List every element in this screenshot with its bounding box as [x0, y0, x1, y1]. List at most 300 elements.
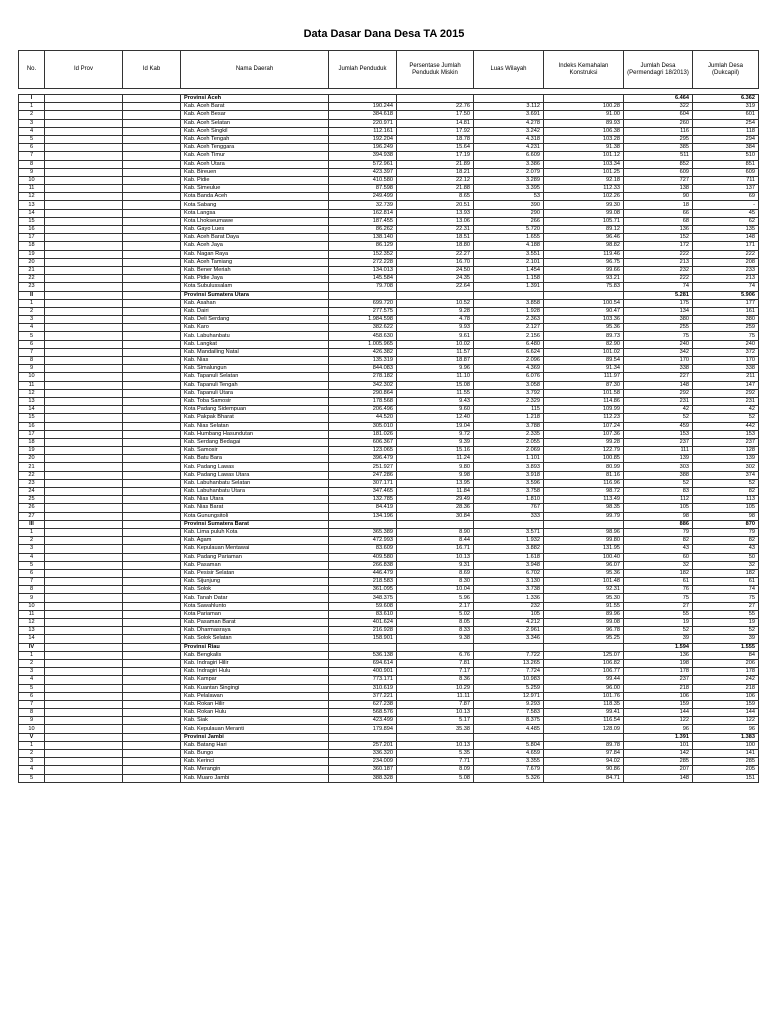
cell-jumlah-desa-permendagri: 511 [624, 152, 693, 160]
cell-persentase-miskin: 8.30 [397, 578, 474, 586]
cell-jumlah-penduduk: 44.520 [329, 414, 397, 422]
cell-persentase-miskin: 10.02 [397, 340, 474, 348]
table-row [19, 578, 759, 586]
cell-luas-wilayah: 3.792 [474, 389, 544, 397]
cell-no: 25 [19, 496, 45, 504]
cell-persentase-miskin: 13.93 [397, 209, 474, 217]
cell-no: 5 [19, 684, 45, 692]
cell-indeks-kemahalan: 89.78 [544, 741, 624, 749]
cell-luas-wilayah: 3.788 [474, 422, 544, 430]
cell-indeks-kemahalan: 101.76 [544, 692, 624, 700]
cell-persentase-miskin: 19.04 [397, 422, 474, 430]
cell-no: 10 [19, 602, 45, 610]
cell-nama-daerah: Kota Subulussalam [181, 283, 329, 291]
cell-luas-wilayah: 6.702 [474, 569, 544, 577]
cell-persentase-miskin: 9.98 [397, 471, 474, 479]
cell-jumlah-penduduk [329, 291, 397, 299]
table-row [19, 455, 759, 463]
cell-luas-wilayah: 3.346 [474, 635, 544, 643]
cell-indeks-kemahalan: 96.78 [544, 627, 624, 635]
cell-no: 14 [19, 406, 45, 414]
cell-indeks-kemahalan: 95.25 [544, 635, 624, 643]
cell-luas-wilayah: 2.363 [474, 316, 544, 324]
cell-jumlah-desa-permendagri: 42 [624, 406, 693, 414]
col-header-indeks-kemahalan: Indeks Kemahalan Konstruksi [544, 51, 624, 89]
cell-id-kab [123, 250, 181, 258]
cell-luas-wilayah: 8.375 [474, 717, 544, 725]
cell-jumlah-desa-permendagri: 295 [624, 135, 693, 143]
cell-no: 20 [19, 455, 45, 463]
cell-no: 9 [19, 594, 45, 602]
cell-indeks-kemahalan: 87.30 [544, 381, 624, 389]
cell-id-kab [123, 95, 181, 103]
cell-id-prov [45, 717, 123, 725]
cell-nama-daerah: Kab. Pakpak Bharat [181, 414, 329, 422]
cell-indeks-kemahalan: 98.35 [544, 504, 624, 512]
cell-id-prov [45, 324, 123, 332]
table-row [19, 193, 759, 201]
cell-indeks-kemahalan: 101.58 [544, 389, 624, 397]
cell-no: 19 [19, 250, 45, 258]
cell-persentase-miskin: 9.93 [397, 324, 474, 332]
cell-id-kab [123, 545, 181, 553]
table-row [19, 758, 759, 766]
cell-id-kab [123, 234, 181, 242]
cell-id-prov [45, 774, 123, 782]
cell-no: V [19, 733, 45, 741]
cell-persentase-miskin: 8.33 [397, 627, 474, 635]
cell-jumlah-penduduk: 134.013 [329, 266, 397, 274]
cell-jumlah-desa-dukcapil: 374 [693, 471, 759, 479]
cell-nama-daerah: Kab. Pasaman [181, 561, 329, 569]
cell-jumlah-desa-permendagri: 52 [624, 479, 693, 487]
cell-jumlah-desa-permendagri: 222 [624, 275, 693, 283]
cell-luas-wilayah: 2.101 [474, 258, 544, 266]
col-header-nama-daerah: Nama Daerah [181, 51, 329, 89]
cell-id-kab [123, 414, 181, 422]
table-row [19, 176, 759, 184]
table-row [19, 553, 759, 561]
cell-jumlah-penduduk: 135.319 [329, 357, 397, 365]
cell-persentase-miskin: 14.81 [397, 119, 474, 127]
cell-indeks-kemahalan: 103.36 [544, 316, 624, 324]
cell-jumlah-desa-dukcapil: 211 [693, 373, 759, 381]
cell-jumlah-desa-dukcapil: 233 [693, 266, 759, 274]
cell-no: 1 [19, 103, 45, 111]
cell-persentase-miskin: 8.09 [397, 766, 474, 774]
cell-jumlah-desa-dukcapil: 52 [693, 479, 759, 487]
cell-nama-daerah: Provinsi Sumatera Utara [181, 291, 329, 299]
cell-jumlah-desa-permendagri: 106 [624, 692, 693, 700]
cell-id-prov [45, 635, 123, 643]
cell-id-kab [123, 668, 181, 676]
cell-luas-wilayah: 2.079 [474, 168, 544, 176]
cell-jumlah-desa-permendagri: 122 [624, 717, 693, 725]
cell-id-kab [123, 135, 181, 143]
cell-jumlah-penduduk: 196.249 [329, 144, 397, 152]
cell-jumlah-penduduk: 272.228 [329, 258, 397, 266]
cell-nama-daerah: Kab. Kerinci [181, 758, 329, 766]
cell-luas-wilayah: 3.738 [474, 586, 544, 594]
cell-no: 3 [19, 545, 45, 553]
cell-no: 3 [19, 316, 45, 324]
cell-id-kab [123, 766, 181, 774]
cell-jumlah-desa-permendagri: 292 [624, 389, 693, 397]
cell-persentase-miskin: 7.87 [397, 700, 474, 708]
cell-jumlah-penduduk: 234.009 [329, 758, 397, 766]
cell-id-prov [45, 684, 123, 692]
cell-indeks-kemahalan: 96.07 [544, 561, 624, 569]
cell-id-prov [45, 422, 123, 430]
cell-id-prov [45, 438, 123, 446]
cell-id-prov [45, 119, 123, 127]
cell-jumlah-desa-permendagri: 148 [624, 774, 693, 782]
cell-persentase-miskin: 18.87 [397, 357, 474, 365]
table-row [19, 545, 759, 553]
cell-jumlah-desa-dukcapil: 118 [693, 127, 759, 135]
cell-luas-wilayah: 2.055 [474, 438, 544, 446]
cell-persentase-miskin: 13.06 [397, 217, 474, 225]
cell-id-kab [123, 496, 181, 504]
cell-jumlah-desa-dukcapil: 711 [693, 176, 759, 184]
cell-indeks-kemahalan: 91.38 [544, 144, 624, 152]
cell-nama-daerah: Kota Banda Aceh [181, 193, 329, 201]
cell-persentase-miskin: 12.40 [397, 414, 474, 422]
cell-id-kab [123, 373, 181, 381]
cell-id-kab [123, 381, 181, 389]
cell-jumlah-desa-permendagri: 148 [624, 381, 693, 389]
table-row [19, 283, 759, 291]
cell-jumlah-desa-dukcapil: 135 [693, 226, 759, 234]
cell-jumlah-desa-dukcapil: 27 [693, 602, 759, 610]
cell-jumlah-desa-dukcapil: 32 [693, 561, 759, 569]
cell-jumlah-penduduk: 336.320 [329, 750, 397, 758]
cell-nama-daerah: Kab. Solok [181, 586, 329, 594]
table-row [19, 209, 759, 217]
table-row [19, 127, 759, 135]
cell-nama-daerah: Kab. Pelalawan [181, 692, 329, 700]
cell-jumlah-penduduk: 307.171 [329, 479, 397, 487]
cell-jumlah-desa-permendagri: 852 [624, 160, 693, 168]
cell-persentase-miskin: 29.49 [397, 496, 474, 504]
cell-luas-wilayah: 1.101 [474, 455, 544, 463]
table-row [19, 676, 759, 684]
cell-jumlah-penduduk: 446.479 [329, 569, 397, 577]
cell-jumlah-penduduk: 84.419 [329, 504, 397, 512]
table-body [19, 95, 759, 783]
cell-indeks-kemahalan: 118.35 [544, 700, 624, 708]
cell-jumlah-penduduk: 138.140 [329, 234, 397, 242]
cell-persentase-miskin: 8.90 [397, 528, 474, 536]
cell-no: 3 [19, 668, 45, 676]
cell-jumlah-penduduk: 257.201 [329, 741, 397, 749]
cell-jumlah-penduduk: 181.026 [329, 430, 397, 438]
cell-persentase-miskin: 15.64 [397, 144, 474, 152]
cell-indeks-kemahalan: 101.02 [544, 348, 624, 356]
cell-id-prov [45, 389, 123, 397]
cell-nama-daerah: Kab. Asahan [181, 299, 329, 307]
cell-jumlah-desa-permendagri: 105 [624, 504, 693, 512]
cell-nama-daerah: Kab. Solok Selatan [181, 635, 329, 643]
cell-id-prov [45, 135, 123, 143]
cell-persentase-miskin: 9.96 [397, 365, 474, 373]
table-row [19, 397, 759, 405]
cell-id-kab [123, 455, 181, 463]
table-row [19, 594, 759, 602]
cell-indeks-kemahalan: 97.84 [544, 750, 624, 758]
cell-no: 22 [19, 471, 45, 479]
cell-persentase-miskin: 11.55 [397, 389, 474, 397]
cell-luas-wilayah: 6.624 [474, 348, 544, 356]
cell-id-prov [45, 258, 123, 266]
table-row [19, 340, 759, 348]
cell-jumlah-desa-permendagri: 76 [624, 586, 693, 594]
cell-indeks-kemahalan [544, 733, 624, 741]
cell-persentase-miskin: 22.31 [397, 226, 474, 234]
table-row [19, 348, 759, 356]
cell-nama-daerah: Kab. Samosir [181, 447, 329, 455]
cell-luas-wilayah: 4.188 [474, 242, 544, 250]
cell-nama-daerah: Kab. Aceh Tamiang [181, 258, 329, 266]
cell-persentase-miskin: 30.84 [397, 512, 474, 520]
cell-persentase-miskin: 9.80 [397, 463, 474, 471]
cell-nama-daerah: Kab. Pidie Jaya [181, 275, 329, 283]
cell-jumlah-penduduk: 347.465 [329, 488, 397, 496]
table-row [19, 316, 759, 324]
cell-no: 11 [19, 381, 45, 389]
cell-id-kab [123, 479, 181, 487]
cell-persentase-miskin: 21.89 [397, 160, 474, 168]
cell-jumlah-desa-dukcapil: 208 [693, 258, 759, 266]
cell-luas-wilayah: 232 [474, 602, 544, 610]
cell-nama-daerah: Kab. Toba Samosir [181, 397, 329, 405]
cell-id-prov [45, 520, 123, 528]
cell-luas-wilayah [474, 95, 544, 103]
cell-jumlah-penduduk: 627.238 [329, 700, 397, 708]
cell-no: 6 [19, 340, 45, 348]
cell-jumlah-penduduk: 247.286 [329, 471, 397, 479]
cell-indeks-kemahalan: 116.54 [544, 717, 624, 725]
cell-persentase-miskin: 11.84 [397, 488, 474, 496]
cell-jumlah-penduduk: 251.927 [329, 463, 397, 471]
cell-persentase-miskin: 9.60 [397, 406, 474, 414]
cell-luas-wilayah: 6.076 [474, 373, 544, 381]
cell-luas-wilayah: 6.480 [474, 340, 544, 348]
cell-persentase-miskin: 11.24 [397, 455, 474, 463]
cell-jumlah-desa-permendagri: 52 [624, 414, 693, 422]
cell-nama-daerah: Kab. Tapanuli Selatan [181, 373, 329, 381]
cell-indeks-kemahalan: 82.90 [544, 340, 624, 348]
cell-luas-wilayah: 3.858 [474, 299, 544, 307]
cell-luas-wilayah: 7.679 [474, 766, 544, 774]
cell-id-prov [45, 741, 123, 749]
cell-indeks-kemahalan: 98.82 [544, 242, 624, 250]
cell-no: 2 [19, 659, 45, 667]
cell-jumlah-penduduk: 132.785 [329, 496, 397, 504]
cell-indeks-kemahalan [544, 291, 624, 299]
cell-jumlah-desa-dukcapil: 122 [693, 717, 759, 725]
cell-id-prov [45, 643, 123, 651]
cell-no: 13 [19, 627, 45, 635]
cell-no: I [19, 95, 45, 103]
cell-jumlah-desa-permendagri: 5.281 [624, 291, 693, 299]
cell-indeks-kemahalan: 106.82 [544, 659, 624, 667]
cell-nama-daerah: Kab. Rokan Hulu [181, 709, 329, 717]
cell-persentase-miskin: 9.72 [397, 430, 474, 438]
cell-id-kab [123, 471, 181, 479]
cell-id-kab [123, 512, 181, 520]
cell-id-prov [45, 479, 123, 487]
cell-indeks-kemahalan: 103.34 [544, 160, 624, 168]
table-row [19, 717, 759, 725]
table-row [19, 438, 759, 446]
cell-no: 4 [19, 127, 45, 135]
table-row [19, 144, 759, 152]
cell-nama-daerah: Kab. Pesisir Selatan [181, 569, 329, 577]
cell-nama-daerah: Kab. Tapanuli Utara [181, 389, 329, 397]
cell-nama-daerah: Kab. Padang Pariaman [181, 553, 329, 561]
cell-no: 13 [19, 201, 45, 209]
cell-id-kab [123, 324, 181, 332]
cell-persentase-miskin: 8.44 [397, 537, 474, 545]
cell-indeks-kemahalan: 101.25 [544, 168, 624, 176]
cell-indeks-kemahalan: 89.12 [544, 226, 624, 234]
cell-indeks-kemahalan: 89.93 [544, 119, 624, 127]
cell-indeks-kemahalan [544, 643, 624, 651]
cell-no: 4 [19, 324, 45, 332]
cell-no: 26 [19, 504, 45, 512]
cell-nama-daerah: Kab. Karo [181, 324, 329, 332]
cell-jumlah-desa-dukcapil: 159 [693, 700, 759, 708]
cell-luas-wilayah: 4.369 [474, 365, 544, 373]
cell-id-kab [123, 700, 181, 708]
cell-id-prov [45, 152, 123, 160]
cell-indeks-kemahalan: 81.16 [544, 471, 624, 479]
cell-jumlah-penduduk: 290.864 [329, 389, 397, 397]
cell-persentase-miskin: 24.50 [397, 266, 474, 274]
cell-nama-daerah: Kab. Nias Selatan [181, 422, 329, 430]
cell-jumlah-penduduk: 400.901 [329, 668, 397, 676]
cell-indeks-kemahalan: 90.86 [544, 766, 624, 774]
cell-jumlah-desa-dukcapil: 384 [693, 144, 759, 152]
table-row [19, 766, 759, 774]
cell-luas-wilayah: 1.454 [474, 266, 544, 274]
cell-id-kab [123, 504, 181, 512]
cell-nama-daerah: Kab. Simeulue [181, 185, 329, 193]
cell-jumlah-desa-dukcapil: 82 [693, 537, 759, 545]
cell-id-kab [123, 275, 181, 283]
cell-luas-wilayah: 2.329 [474, 397, 544, 405]
cell-indeks-kemahalan: 75.83 [544, 283, 624, 291]
cell-persentase-miskin: 20.51 [397, 201, 474, 209]
cell-id-prov [45, 700, 123, 708]
table-row [19, 700, 759, 708]
cell-jumlah-desa-dukcapil: 62 [693, 217, 759, 225]
table-row [19, 201, 759, 209]
cell-jumlah-desa-permendagri: 232 [624, 266, 693, 274]
cell-jumlah-desa-dukcapil: 75 [693, 332, 759, 340]
cell-no: 1 [19, 741, 45, 749]
cell-jumlah-desa-permendagri: 90 [624, 193, 693, 201]
cell-id-kab [123, 111, 181, 119]
cell-id-prov [45, 348, 123, 356]
cell-no: 16 [19, 422, 45, 430]
table-row [19, 512, 759, 520]
cell-luas-wilayah: 390 [474, 201, 544, 209]
cell-nama-daerah: Kota Langsa [181, 209, 329, 217]
cell-nama-daerah: Kab. Aceh Tenggara [181, 144, 329, 152]
table-row [19, 111, 759, 119]
cell-indeks-kemahalan: 99.80 [544, 537, 624, 545]
cell-no: 6 [19, 144, 45, 152]
cell-jumlah-desa-permendagri: 237 [624, 438, 693, 446]
cell-nama-daerah: Kab. Labuhanbatu Utara [181, 488, 329, 496]
cell-jumlah-desa-dukcapil: 240 [693, 340, 759, 348]
cell-no: 4 [19, 766, 45, 774]
cell-jumlah-desa-permendagri: 96 [624, 725, 693, 733]
cell-persentase-miskin: 11.10 [397, 373, 474, 381]
cell-jumlah-penduduk: 472.993 [329, 537, 397, 545]
cell-no: III [19, 520, 45, 528]
cell-nama-daerah: Provinsi Aceh [181, 95, 329, 103]
cell-jumlah-desa-permendagri: 68 [624, 217, 693, 225]
cell-no: 12 [19, 389, 45, 397]
cell-id-prov [45, 569, 123, 577]
cell-luas-wilayah: 4.659 [474, 750, 544, 758]
cell-indeks-kemahalan: 93.21 [544, 275, 624, 283]
table-row [19, 226, 759, 234]
table-row [19, 651, 759, 659]
cell-jumlah-desa-permendagri: 139 [624, 455, 693, 463]
cell-jumlah-desa-dukcapil: 96 [693, 725, 759, 733]
table-row [19, 602, 759, 610]
cell-id-kab [123, 340, 181, 348]
table-row [19, 135, 759, 143]
cell-persentase-miskin: 13.95 [397, 479, 474, 487]
cell-id-kab [123, 103, 181, 111]
cell-jumlah-penduduk: 773.171 [329, 676, 397, 684]
cell-jumlah-desa-permendagri: 60 [624, 553, 693, 561]
cell-id-prov [45, 103, 123, 111]
cell-jumlah-desa-dukcapil: 19 [693, 619, 759, 627]
cell-nama-daerah: Kab. Pidie [181, 176, 329, 184]
cell-persentase-miskin: 5.02 [397, 610, 474, 618]
table-row [19, 659, 759, 667]
cell-persentase-miskin: 22.12 [397, 176, 474, 184]
cell-luas-wilayah: 3.355 [474, 758, 544, 766]
cell-nama-daerah: Kab. Aceh Timur [181, 152, 329, 160]
cell-jumlah-penduduk: 361.095 [329, 586, 397, 594]
col-header-jumlah-desa-dukcapil: Jumlah Desa (Dukcapil) [693, 51, 759, 89]
cell-id-prov [45, 627, 123, 635]
cell-indeks-kemahalan: 100.28 [544, 103, 624, 111]
cell-id-kab [123, 602, 181, 610]
cell-indeks-kemahalan: 96.46 [544, 234, 624, 242]
cell-nama-daerah: Provinsi Sumatera Barat [181, 520, 329, 528]
cell-jumlah-desa-dukcapil: 231 [693, 397, 759, 405]
cell-jumlah-desa-dukcapil: 601 [693, 111, 759, 119]
cell-persentase-miskin: 28.36 [397, 504, 474, 512]
cell-id-kab [123, 127, 181, 135]
table-row [19, 471, 759, 479]
cell-nama-daerah: Kab. Muaro Jambi [181, 774, 329, 782]
cell-id-kab [123, 684, 181, 692]
cell-jumlah-penduduk: 83.609 [329, 545, 397, 553]
cell-nama-daerah: Kab. Kepulauan Mentawai [181, 545, 329, 553]
cell-indeks-kemahalan: 89.73 [544, 332, 624, 340]
cell-id-kab [123, 365, 181, 373]
cell-no: 1 [19, 299, 45, 307]
